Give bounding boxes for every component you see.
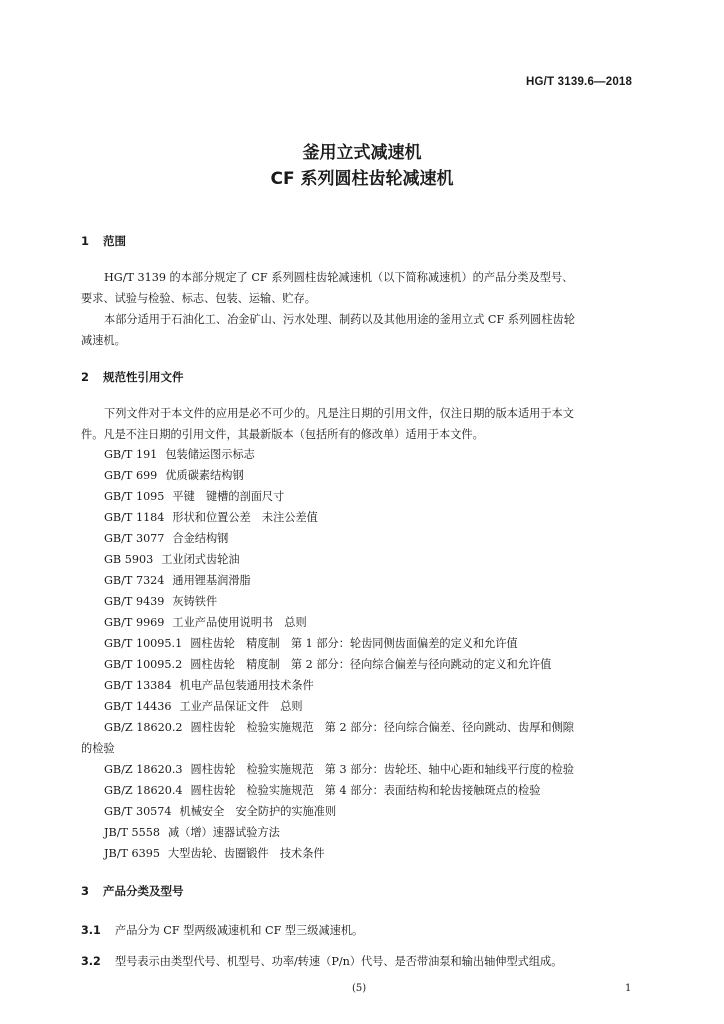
reference-item: GB/T 13384 机电产品包装通用技术条件 (104, 679, 314, 692)
section-title: 产品分类及型号 (103, 884, 184, 898)
section-title: 规范性引用文件 (103, 370, 184, 384)
section-1-para1-line2: 要求、试验与检验、标志、包装、运输、贮存。 (81, 292, 316, 305)
reference-item: GB/Z 18620.3 圆柱齿轮 检验实施规范 第 3 部分：齿轮坯、轴中心距和轴线平行度的检验 (104, 763, 574, 776)
reference-item: GB/Z 18620.4 圆柱齿轮 检验实施规范 第 4 部分：表面结构和轮齿接触斑点的检验 (104, 784, 541, 797)
clause-number: 3.1 (81, 924, 101, 937)
clause-text: 型号表示由类型代号、机型号、功率/转速（P/n）代号、是否带油泵和输出轴伸型式组成。 (115, 955, 563, 968)
clause-3-1 (81, 922, 363, 938)
section-1-para2-line2: 减速机。 (81, 334, 126, 347)
reference-item: GB/T 3077 合金结构钢 (104, 532, 229, 545)
reference-item: GB 5903 工业闭式齿轮油 (104, 553, 240, 566)
section-2-heading (81, 369, 184, 385)
reference-item-continuation: 的检验 (81, 742, 115, 755)
page-number: 1 (625, 983, 632, 994)
section-number: 2 (81, 370, 90, 384)
reference-item: GB/T 30574 机械安全 安全防护的实施准则 (104, 805, 337, 818)
reference-item: GB/T 10095.1 圆柱齿轮 精度制 第 1 部分：轮齿同侧齿面偏差的定义和允许值 (104, 637, 518, 650)
reference-item: GB/T 699 优质碳素结构钢 (104, 469, 244, 482)
clause-3-2 (81, 953, 562, 969)
section-2-intro-line1: 下列文件对于本文件的应用是必不可少的。凡是注日期的引用文件，仅注日期的版本适用于本文 (104, 407, 574, 420)
bracket-page-number: (5) (352, 983, 367, 994)
clause-number: 3.2 (81, 955, 101, 968)
reference-item: GB/T 191 包装储运图示标志 (104, 448, 255, 461)
reference-item: GB/T 14436 工业产品保证文件 总则 (104, 700, 303, 713)
section-1-heading (81, 233, 126, 249)
document-title-line2: CF 系列圆柱齿轮减速机 (270, 169, 454, 189)
section-title: 范围 (103, 234, 126, 248)
section-3-heading (81, 883, 184, 899)
reference-item: GB/T 9439 灰铸铁件 (104, 595, 218, 608)
section-1-para1-line1: HG/T 3139 的本部分规定了 CF 系列圆柱齿轮减速机（以下简称减速机）的产品分类及型号、 (104, 271, 574, 284)
standard-code: HG/T 3139.6—2018 (526, 76, 633, 88)
section-2-intro-line2: 件。凡是不注日期的引用文件，其最新版本（包括所有的修改单）适用于本文件。 (81, 428, 484, 441)
reference-item: GB/T 10095.2 圆柱齿轮 精度制 第 2 部分：径向综合偏差与径向跳动的定义和允许值 (104, 658, 552, 671)
reference-item: GB/Z 18620.2 圆柱齿轮 检验实施规范 第 2 部分：径向综合偏差、径向跳动、齿厚和侧隙 (104, 721, 574, 734)
reference-item: GB/T 1095 平键 键槽的剖面尺寸 (104, 490, 285, 503)
reference-item: GB/T 9969 工业产品使用说明书 总则 (104, 616, 307, 629)
reference-item: GB/T 1184 形状和位置公差 未注公差值 (104, 511, 318, 524)
section-number: 1 (81, 234, 90, 248)
section-number: 3 (81, 884, 90, 898)
section-1-para2-line1: 本部分适用于石油化工、冶金矿山、污水处理、制药以及其他用途的釜用立式 CF 系列圆柱齿轮 (104, 313, 575, 326)
reference-item: JB/T 5558 减（增）速器试验方法 (104, 826, 280, 839)
reference-item: GB/T 7324 通用锂基润滑脂 (104, 574, 251, 587)
clause-text: 产品分为 CF 型两级减速机和 CF 型三级减速机。 (115, 924, 364, 937)
reference-item: JB/T 6395 大型齿轮、齿圈锻件 技术条件 (104, 847, 325, 860)
document-title-line1: 釜用立式减速机 (302, 143, 422, 163)
